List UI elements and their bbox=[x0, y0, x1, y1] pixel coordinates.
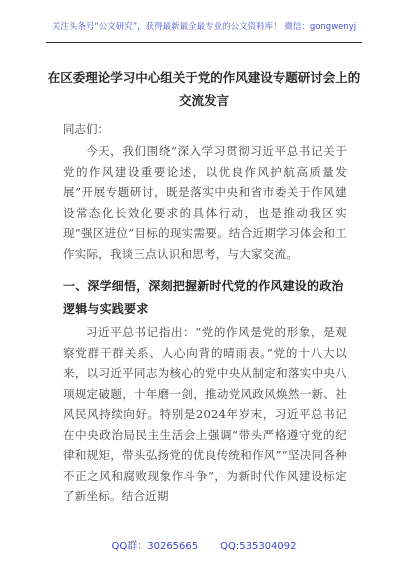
footer-qq-group: QQ群：30265665 bbox=[111, 541, 199, 552]
document-title-line1: 在区委理论学习中心组关于党的作风建设专题研讨会上的 bbox=[47, 70, 361, 85]
document-title-line2: 交流发言 bbox=[178, 93, 229, 108]
section-heading: 一、深学细悟，深刻把握新时代党的作风建设的政治逻辑与实践要求 bbox=[63, 279, 344, 316]
body-paragraph: 习近平总书记指出：“党的作风是党的形象，是观察党群干群关系、人心向背的晴雨表。”党的十八大以来，以习近平同志为核心的党中央从制定和落实中央八项规定破题，十年磨一剑，推动党风政风焕然一新、社风民风持续向好。特别是2024年岁末，习近平总书记在中央政治局民主生活会上强调“带头严格遵守党的纪律和规矩，带头弘扬党的优良传统和作风”“坚决同各种不正之风和腐败现象作斗争”，为新时代作风建设标定了新坐标。结合近期 bbox=[63, 325, 347, 503]
salutation: 同志们： bbox=[63, 122, 109, 136]
promo-banner: 关注头条号“公文研究”，获得最新最全最专业的公文资料库！ 微信：gongwenyj bbox=[51, 22, 357, 32]
header-divider bbox=[46, 42, 362, 43]
intro-paragraph: 今天，我们围绕“深入学习贯彻习近平总书记关于党的作风建设重要论述，以优良作风护航高质量发展”开展专题研讨，既是落实中央和省市委关于作风建设常态化长效化要求的具体行动，也是推动我区实现“强区进位”目标的现实需要。结合近期学习体会和工作实际，我谈三点认识和思考，与大家交流。 bbox=[63, 144, 347, 261]
footer-qq-number: QQ:535304092 bbox=[220, 541, 297, 552]
footer-contact bbox=[0, 537, 408, 552]
